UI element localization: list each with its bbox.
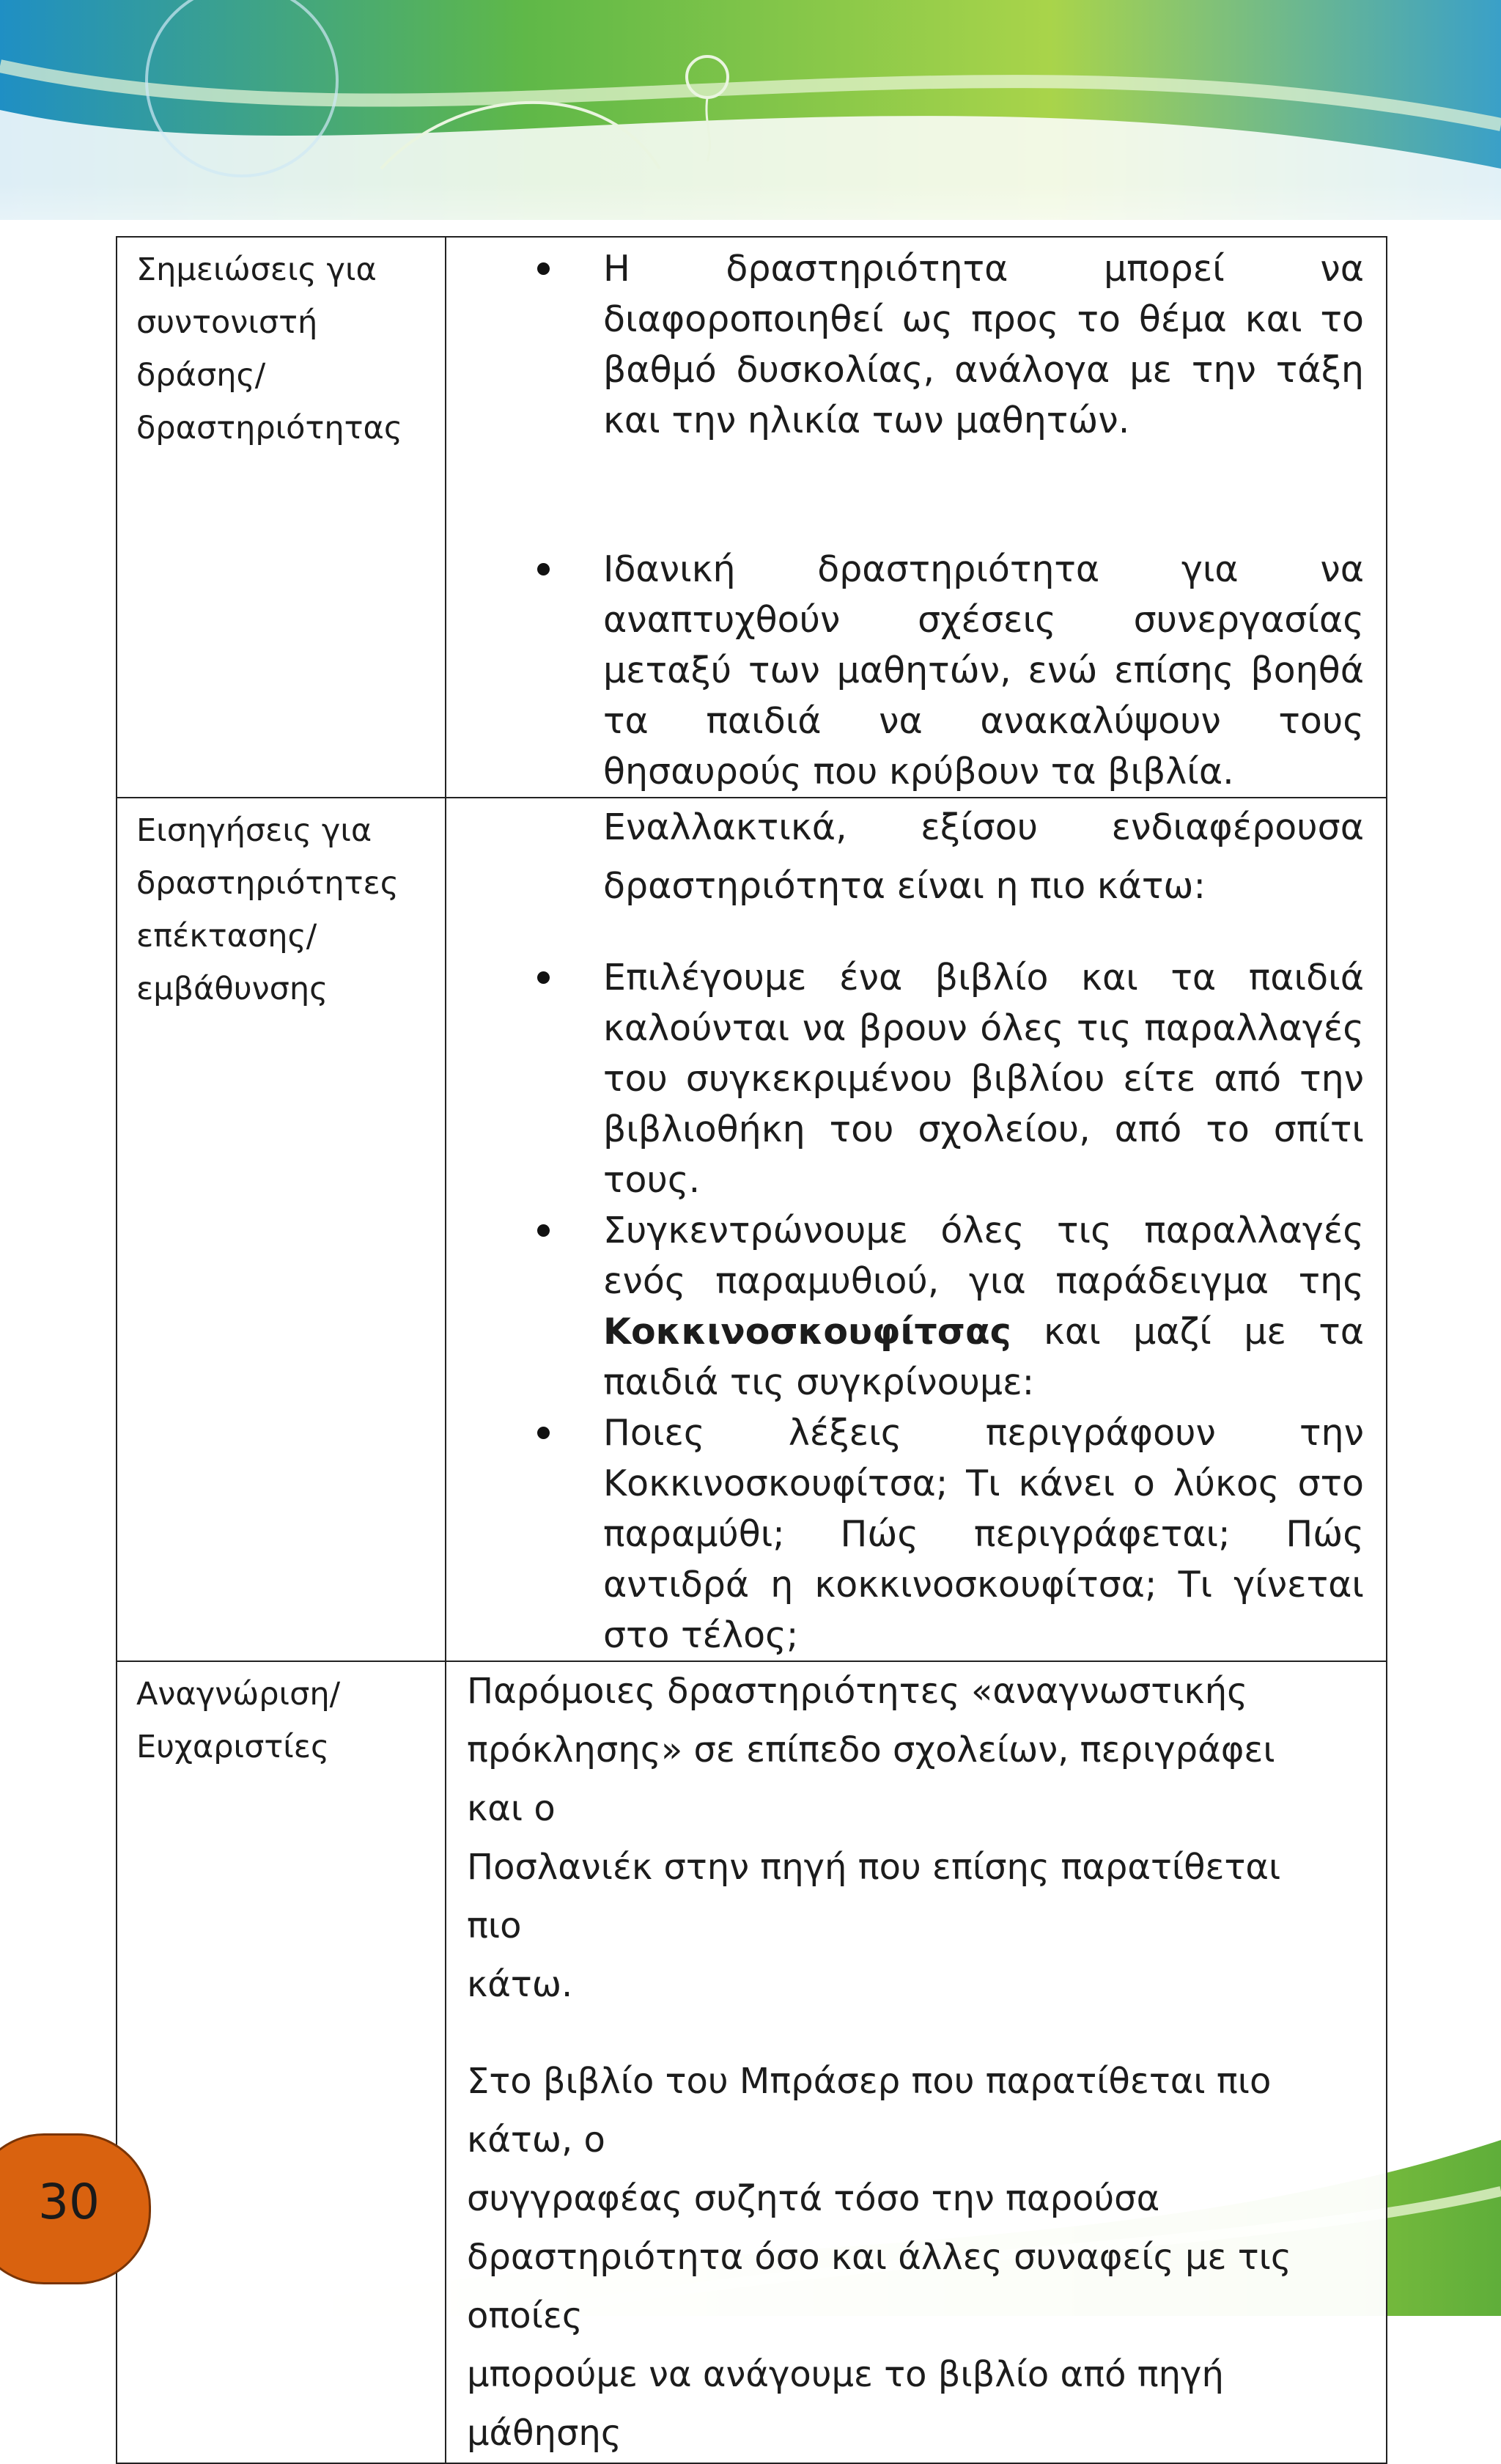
list-item: Ποιες λέξεις περιγράφουν την Κοκκινοσκουφίτσα; Τι κάνει ο λύκος στο παραμύθι; Πώς περιγράφεται; Πώς αντιδρά η κοκκινοσκουφίτσα; Τι γίνεται στο τέλος;: [446, 1408, 1364, 1661]
list-item: Επιλέγουμε ένα βιβλίο και τα παιδιά καλούνται να βρουν όλες τις παραλλαγές του συγκεκριμένου βιβλίου είτε από την βιβλιοθήκη του σχολείου, από το σπίτι τους.: [446, 952, 1364, 1205]
row-content-acknowledgements: [446, 1661, 1387, 2463]
paragraph-line: κάτω.: [467, 1964, 573, 2005]
label-line: δραστηριότητας: [136, 410, 403, 446]
label-line: επέκτασης/: [136, 918, 317, 955]
row-content-coordinator-notes: [446, 237, 1387, 798]
table-row-acknowledgements: [117, 1661, 1387, 2463]
label-line: Σημειώσεις για: [136, 251, 377, 288]
activity-table: [116, 236, 1387, 2464]
list-item-text: Συγκεντρώνουμε όλες τις παραλλαγές ενός παραμυθιού, για παράδειγμα της: [603, 1210, 1364, 1302]
list-item: [446, 1205, 1364, 1408]
paragraph-line: δραστηριότητα όσο και άλλες συναφείς με τις οποίες: [467, 2237, 1292, 2336]
label-line: δράσης/: [136, 357, 266, 394]
list-item-text: και μαζί με τα παιδιά τις συγκρίνουμε:: [603, 1311, 1364, 1403]
label-line: Εισηγήσεις για: [136, 812, 372, 849]
paragraph-line: συγγραφέας συζητά τόσο την παρούσα: [467, 2178, 1160, 2219]
paragraph-line: μπορούμε να ανάγουμε το βιβλίο από πηγή μάθησης: [467, 2354, 1224, 2454]
row-label-extension-suggestions: [117, 798, 446, 1661]
fairy-tale-title: Κοκκινοσκουφίτσας: [603, 1311, 1011, 1353]
page-number: 30: [38, 2174, 100, 2230]
paragraph-line: Ποσλανιέκ στην πηγή που επίσης παρατίθεται πιο: [467, 1847, 1281, 1946]
paragraph-line: πρόκλησης» σε επίπεδο σχολείων, περιγράφει και ο: [467, 1729, 1275, 1829]
label-line: συντονιστή: [136, 304, 318, 341]
row-label-coordinator-notes: [117, 237, 446, 798]
label-line: Ευχαριστίες: [136, 1729, 330, 1765]
paragraph-line: Στο βιβλίο του Μπράσερ που παρατίθεται πιο κάτω, ο: [467, 2061, 1272, 2160]
list-item: Η δραστηριότητα μπορεί να διαφοροποιηθεί ως προς το θέμα και το βαθμό δυσκολίας, ανάλογα με την τάξη και την ηλικία των μαθητών.: [446, 243, 1364, 446]
list-item: Ιδανική δραστηριότητα για να αναπτυχθούν σχέσεις συνεργασίας μεταξύ των μαθητών, ενώ επίσης βοηθά τα παιδιά να ανακαλύψουν τους θησαυρούς που κρύβουν τα βιβλία.: [446, 544, 1364, 797]
table-row-extension-suggestions: [117, 798, 1387, 1661]
label-line: εμβάθυνσης: [136, 971, 328, 1007]
row-content-extension-suggestions: [446, 798, 1387, 1661]
intro-text: Εναλλακτικά, εξίσου ενδιαφέρουσα δραστηριότητα είναι η πιο κάτω:: [603, 806, 1364, 907]
paragraph-line: Παρόμοιες δραστηριότητες «αναγνωστικής: [467, 1671, 1248, 1712]
label-line: δραστηριότητες: [136, 865, 399, 902]
row-label-acknowledgements: [117, 1661, 446, 2463]
label-line: Αναγνώριση/: [136, 1676, 341, 1713]
table-row-coordinator-notes: [117, 237, 1387, 798]
